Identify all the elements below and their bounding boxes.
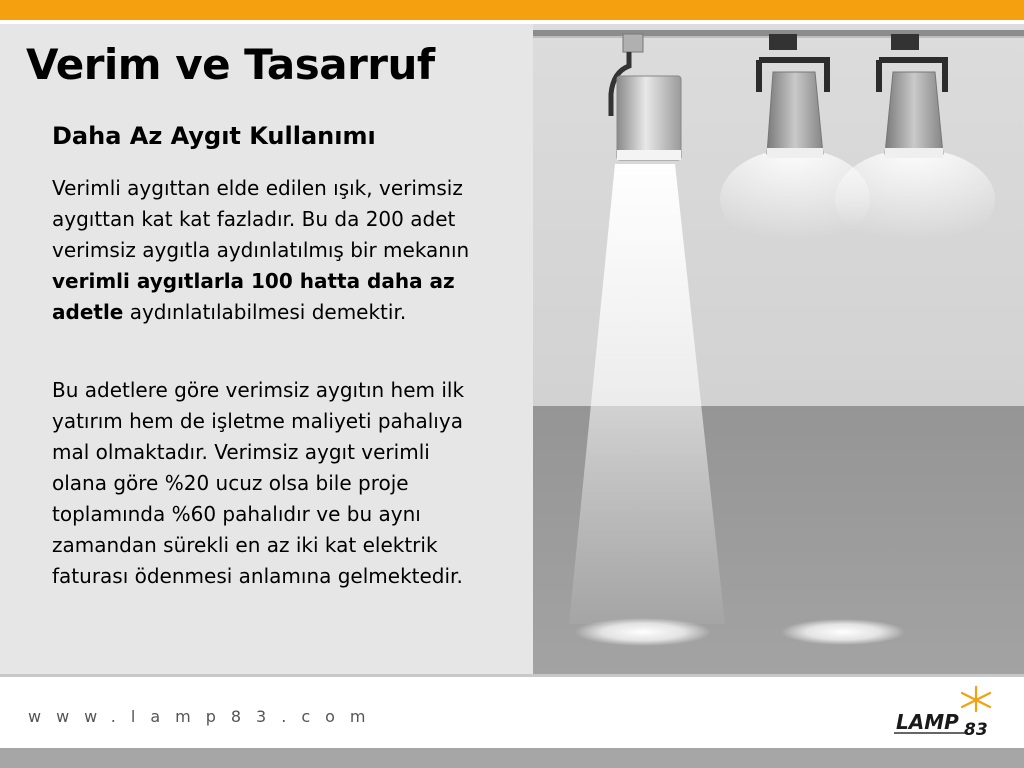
bottom-bar [0,748,1024,768]
logo-text: LAMP [896,710,959,734]
paragraph-1-text-after: aydınlatılabilmesi demektir. [123,300,407,324]
paragraph-1-text-before: Verimli aygıttan elde edilen ışık, verimsiz aygıttan kat kat fazladır. Bu da 200 adet verimsiz aygıtla aydınlatılmış bir mekanın [52,176,470,262]
paragraph-1 [52,173,472,328]
slide-title: Verim ve Tasarruf [26,40,435,89]
paragraph-1-bold: verimli aygıtlarla 100 hatta daha az adetle [52,269,455,324]
slide-subtitle: Daha Az Aygıt Kullanımı [52,122,376,150]
lamp83-logo [890,685,1000,745]
logo-number: 83 [964,720,988,740]
footer [0,674,1024,748]
spotlight-photo [533,24,1024,674]
paragraph-2: Bu adetlere göre verimsiz aygıtın hem ilk yatırım hem de işletme maliyeti pahalıya mal olmaktadır. Verimsiz aygıt verimli olana göre %20 ucuz olsa bile proje toplamında %60 pahalıdır ve bu aynı zamandan sürekli en az iki kat elektrik faturası ödenmesi anlamına gelmektedir. [52,378,465,588]
spotlight-illustration [533,24,1024,674]
top-accent-bar [0,0,1024,20]
footer-url: www.lamp83.com [28,707,381,726]
